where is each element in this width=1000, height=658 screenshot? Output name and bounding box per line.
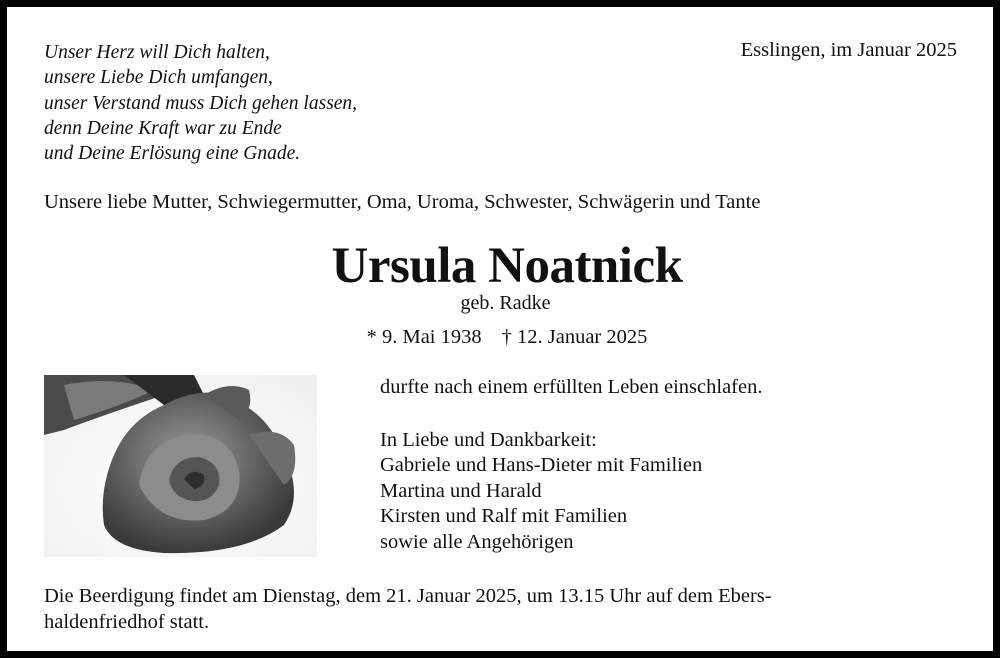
poem	[44, 40, 357, 166]
mourner-line: Martina und Harald	[380, 479, 542, 502]
poem-line: unsere Liebe Dich umfangen,	[44, 67, 273, 89]
rose-image	[44, 375, 317, 557]
place-date: Esslingen, im Januar 2025	[740, 39, 957, 61]
relation-intro: Unsere liebe Mutter, Schwiegermutter, Oma, Uroma, Schwester, Schwägerin und Tante	[44, 191, 761, 213]
funeral-line: haldenfriedhof statt.	[44, 610, 210, 633]
maiden-name: geb. Radke	[460, 292, 551, 314]
mourner-line: sowie alle Angehörigen	[380, 530, 574, 553]
death-date: † 12. Januar 2025	[501, 326, 648, 348]
life-dates	[7, 326, 1000, 349]
poem-line: unser Verstand muss Dich gehen lassen,	[44, 92, 358, 114]
birth-date: * 9. Mai 1938	[366, 326, 482, 348]
poem-line: denn Deine Kraft war zu Ende	[44, 117, 282, 139]
passing-text: durfte nach einem erfüllten Leben einschlafen.	[380, 376, 763, 398]
deceased-name: Ursula Noatnick	[331, 238, 683, 294]
mourners-block	[380, 375, 762, 555]
poem-line: und Deine Erlösung eine Gnade.	[44, 143, 301, 165]
mourner-line: Gabriele und Hans-Dieter mit Familien	[380, 454, 703, 476]
funeral-info	[44, 584, 974, 635]
funeral-line: Die Beerdigung findet am Dienstag, dem 21. Januar 2025, um 13.15 Uhr auf dem Ebers-	[44, 585, 772, 607]
mourners-intro: In Liebe und Dankbarkeit:	[380, 428, 597, 451]
mourner-line: Kirsten und Ralf mit Familien	[380, 505, 628, 527]
poem-line: Unser Herz will Dich halten,	[44, 42, 270, 63]
